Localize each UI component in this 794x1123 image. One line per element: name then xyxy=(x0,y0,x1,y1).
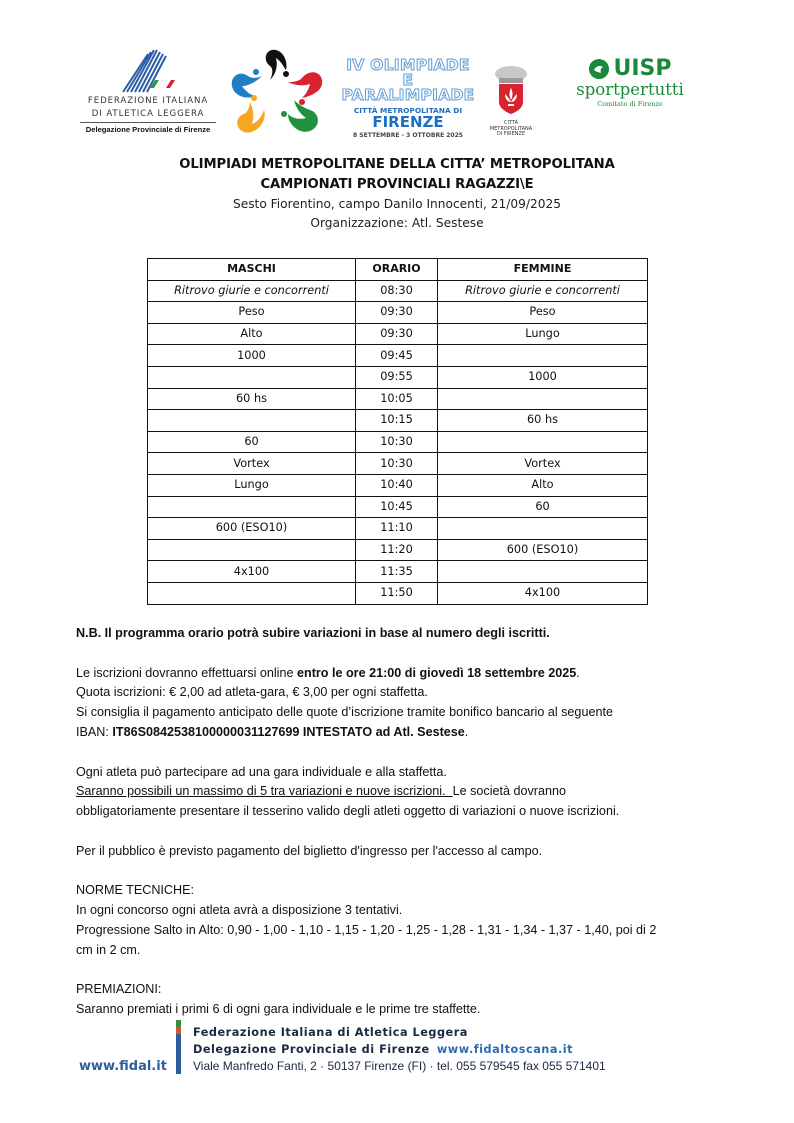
changes-rest: Le società dovranno xyxy=(452,784,567,799)
cell-orario: 09:30 xyxy=(356,323,438,345)
footer-fidal-link[interactable]: www.fidal.it xyxy=(79,1059,167,1074)
fidal-stripes-icon xyxy=(113,48,183,94)
fidal-divider xyxy=(80,122,216,123)
cell-orario: 10:30 xyxy=(356,431,438,453)
document-heading xyxy=(0,155,794,233)
high-jump-progression: Progressione Salto in Alto: 0,90 - 1,00 - 1,10 - 1,15 - 1,20 - 1,25 - 1,28 - 1,31 - 1,34 - 1,37 - 1,40, poi di 2 xyxy=(76,922,657,937)
cell-maschi: 4x100 xyxy=(148,561,356,583)
citta-metropolitana-logo xyxy=(483,64,539,136)
cell-femmine xyxy=(438,431,648,453)
cell-maschi xyxy=(148,410,356,432)
cell-maschi: Alto xyxy=(148,323,356,345)
cell-orario: 11:35 xyxy=(356,561,438,583)
cell-femmine: Vortex xyxy=(438,453,648,475)
cell-orario: 10:40 xyxy=(356,474,438,496)
table-row xyxy=(148,280,648,302)
cell-maschi: Vortex xyxy=(148,453,356,475)
cell-femmine: Ritrovo giurie e concorrenti xyxy=(438,280,648,302)
olimpiade-dates: 8 SETTEMBRE - 3 OTTOBRE 2025 xyxy=(353,132,463,139)
tech-rules-heading: NORME TECNICHE: xyxy=(76,883,195,898)
footer-color-bar xyxy=(176,1020,181,1074)
cell-femmine: 600 (ESO10) xyxy=(438,539,648,561)
footer-contact xyxy=(193,1024,606,1075)
cm-label-line1: CITTÀ METROPOLITANA xyxy=(489,120,533,132)
cell-orario: 11:20 xyxy=(356,539,438,561)
cell-orario: 09:30 xyxy=(356,302,438,324)
awards-note: Saranno premiati i primi 6 di ogni gara individuale e le prime tre staffette. xyxy=(76,1002,481,1017)
cell-maschi: Lungo xyxy=(148,474,356,496)
table-row xyxy=(148,323,648,345)
reg-deadline: entro le ore 21:00 di giovedì 18 settembre 2025 xyxy=(297,665,577,680)
cell-femmine xyxy=(438,388,648,410)
cell-maschi xyxy=(148,496,356,518)
footer-fidaltoscana-link[interactable]: www.fidaltoscana.it xyxy=(436,1043,574,1056)
event-venue: Sesto Fiorentino, campo Danilo Innocenti, 21/09/2025 xyxy=(232,197,562,211)
table-row xyxy=(148,366,648,388)
table-row xyxy=(148,431,648,453)
public-ticket-note: Per il pubblico è previsto pagamento del biglietto d'ingresso per l'accesso al campo. xyxy=(76,843,543,858)
table-header-row xyxy=(148,259,648,281)
cell-orario: 08:30 xyxy=(356,280,438,302)
cell-maschi xyxy=(148,582,356,604)
cell-orario: 11:10 xyxy=(356,518,438,540)
olimpiade-wordmark xyxy=(338,58,478,139)
cell-femmine: Lungo xyxy=(438,323,648,345)
cell-orario: 11:50 xyxy=(356,582,438,604)
notes-section xyxy=(76,624,736,1020)
awards-heading: PREMIAZIONI: xyxy=(76,982,162,997)
table-row xyxy=(148,539,648,561)
cell-maschi: 60 xyxy=(148,431,356,453)
table-row xyxy=(148,453,648,475)
cell-femmine xyxy=(438,518,648,540)
cell-maschi: 600 (ESO10) xyxy=(148,518,356,540)
footer-federation: Federazione Italiana di Atletica Leggera xyxy=(193,1026,468,1039)
cell-femmine: 4x100 xyxy=(438,582,648,604)
page-title: OLIMPIADI METROPOLITANE DELLA CITTA’ METROPOLITANA xyxy=(179,157,615,172)
table-row xyxy=(148,410,648,432)
fidal-logo xyxy=(78,48,218,140)
changes-rule xyxy=(76,782,736,802)
table-row xyxy=(148,345,648,367)
cell-orario: 10:45 xyxy=(356,496,438,518)
olimpiade-emblem xyxy=(226,44,328,136)
uisp-name: UISP xyxy=(613,56,672,81)
reg-suffix: . xyxy=(576,665,580,680)
cell-femmine xyxy=(438,345,648,367)
cell-femmine: Peso xyxy=(438,302,648,324)
event-organizer: Organizzazione: Atl. Sestese xyxy=(310,216,484,230)
table-row xyxy=(148,302,648,324)
cm-label-line2: DI FIRENZE xyxy=(496,131,526,137)
schedule-table xyxy=(147,258,648,605)
fidal-name-line2: DI ATLETICA LEGGERA xyxy=(91,109,205,119)
cell-femmine: 60 hs xyxy=(438,410,648,432)
iban-label: IBAN: xyxy=(76,724,113,739)
uisp-logo xyxy=(575,58,685,128)
cell-orario: 10:05 xyxy=(356,388,438,410)
cell-orario: 09:45 xyxy=(356,345,438,367)
header-orario: ORARIO xyxy=(356,259,438,281)
olimpiade-city-line: CITTÀ METROPOLITANA DI xyxy=(353,106,463,115)
lily-pinwheel-icon xyxy=(226,44,328,136)
participation-rule: Ogni atleta può partecipare ad una gara individuale e alla staffetta. xyxy=(76,764,447,779)
reg-prefix: Le iscrizioni dovranno effettuarsi online xyxy=(76,665,297,680)
fidal-delegation: Delegazione Provinciale di Firenze xyxy=(85,125,211,134)
fidal-name-line1: FEDERAZIONE ITALIANA xyxy=(87,96,209,106)
table-row xyxy=(148,518,648,540)
iban-value: IT86S0842538100000031127699 INTESTATO ad Atl. Sestese xyxy=(112,724,465,739)
header-maschi: MASCHI xyxy=(148,259,356,281)
cell-orario: 09:55 xyxy=(356,366,438,388)
cell-maschi: Peso xyxy=(148,302,356,324)
cell-orario: 10:15 xyxy=(356,410,438,432)
cell-femmine: Alto xyxy=(438,474,648,496)
table-row xyxy=(148,388,648,410)
cell-maschi: 60 hs xyxy=(148,388,356,410)
table-row xyxy=(148,561,648,583)
iban-suffix: . xyxy=(464,724,469,739)
uisp-committee: Comitato di Firenze xyxy=(597,100,663,108)
footer-delegation: Delegazione Provinciale di Firenze xyxy=(193,1043,430,1056)
footer-address: Viale Manfredo Fanti, 2 · 50137 Firenze (FI) · tel. 055 579545 fax 055 571401 xyxy=(193,1059,606,1073)
cell-femmine xyxy=(438,561,648,583)
changes-limit: Saranno possibili un massimo di 5 tra variazioni e nuove iscrizioni. xyxy=(76,784,453,799)
florence-crest-icon xyxy=(491,64,531,116)
uisp-tagline: sportpertutti xyxy=(576,80,684,99)
cell-femmine: 60 xyxy=(438,496,648,518)
cell-maschi xyxy=(148,539,356,561)
table-row xyxy=(148,496,648,518)
registration-fee: Quota iscrizioni: € 2,00 ad atleta-gara, € 3,00 per ogni staffetta. xyxy=(76,685,428,700)
high-jump-progression-cont: cm in 2 cm. xyxy=(76,942,141,957)
cell-maschi: Ritrovo giurie e concorrenti xyxy=(148,280,356,302)
olimpiade-title-line1: IV OLIMPIADE E xyxy=(346,56,470,89)
iban-line xyxy=(76,723,736,743)
olimpiade-title-line2: PARALIMPIADE xyxy=(341,86,475,104)
cell-femmine: 1000 xyxy=(438,366,648,388)
tech-attempts: In ogni concorso ogni atleta avrà a disposizione 3 tentativi. xyxy=(76,903,403,918)
nb-note: N.B. Il programma orario potrà subire variazioni in base al numero degli iscritti. xyxy=(76,626,550,640)
olimpiade-city: FIRENZE xyxy=(372,113,444,131)
registration-deadline xyxy=(76,664,736,684)
header-femmine: FEMMINE xyxy=(438,259,648,281)
payment-note: Si consiglia il pagamento anticipato delle quote d’iscrizione tramite bonifico bancario al seguente xyxy=(76,705,613,720)
cell-maschi xyxy=(148,366,356,388)
cell-maschi: 1000 xyxy=(148,345,356,367)
page-subtitle: CAMPIONATI PROVINCIALI RAGAZZI\E xyxy=(260,177,534,192)
table-row xyxy=(148,582,648,604)
cell-orario: 10:30 xyxy=(356,453,438,475)
table-row xyxy=(148,474,648,496)
uisp-runner-icon xyxy=(588,58,610,80)
changes-rule-cont: obbligatoriamente presentare il tesserino valido degli atleti oggetto di variazioni o nuove iscrizioni. xyxy=(76,804,620,819)
